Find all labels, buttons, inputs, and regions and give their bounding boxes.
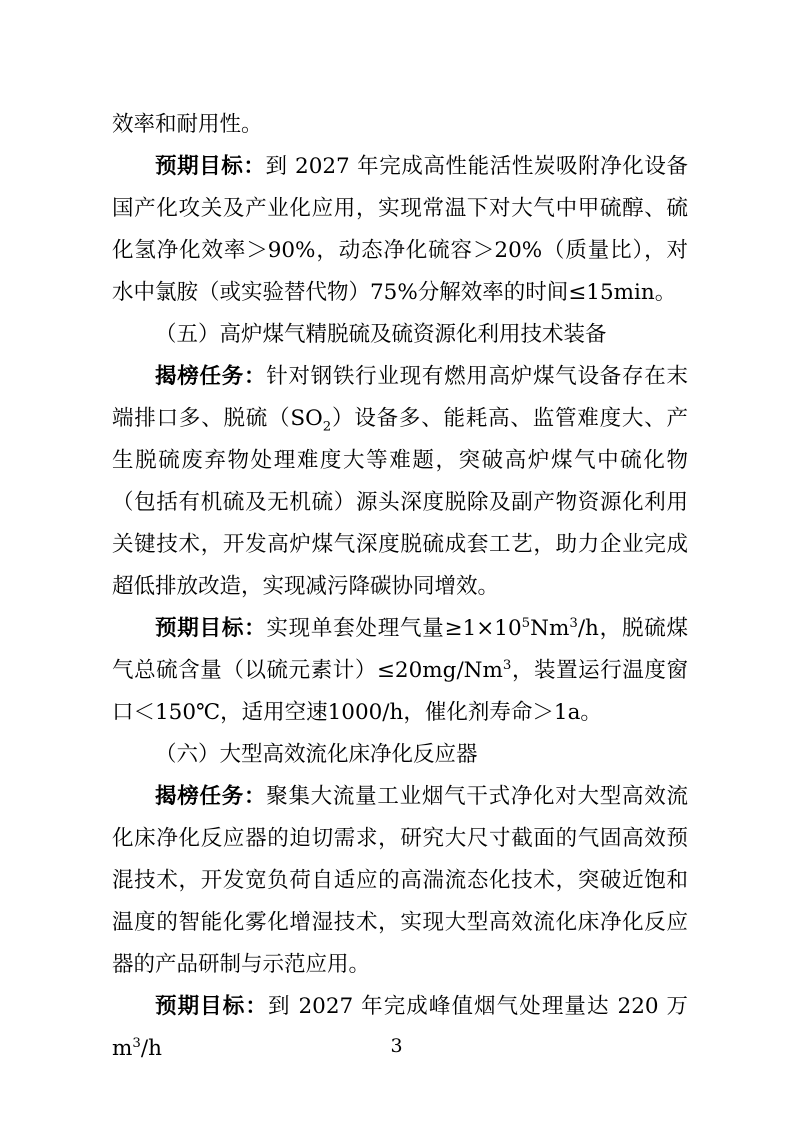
superscript-cubic-1: 3	[569, 615, 578, 631]
superscript-cubic-2: 3	[502, 657, 512, 673]
paragraph-task-six	[112, 776, 688, 986]
paragraph-text-expected-goal-1: 到 2027 年完成高性能活性炭吸附净化设备国产化攻关及产业化应用，实现常温下对大气中甲硫醇、硫化氢净化效率＞90%，动态净化硫容＞20%（质量比），对水中氯胺（或实验替代物）75%分解效率的时间≤15min。	[112, 154, 688, 305]
paragraph-text-task-five-a: 针对钢铁行业现有燃用高炉煤气设备存在末端排口多、脱硫（SO	[112, 364, 688, 431]
paragraph-text-goal2-2: Nm	[530, 616, 570, 641]
paragraph-lead-expected-goal-2: 预期目标：	[155, 616, 267, 641]
paragraph-text-goal2-4: ，装置运行温度窗口＜150℃，适用空速1000/h，催化剂寿命＞1a。	[112, 658, 688, 725]
paragraph-lead-task-six: 揭榜任务：	[155, 784, 267, 809]
paragraph-text-goal2-3: /h，脱硫煤气总硫含量（以硫元素计）≤20mg/Nm	[112, 616, 688, 683]
heading-section-five: （五）高炉煤气精脱硫及硫资源化利用技术装备	[155, 322, 607, 347]
paragraph-expected-goal-3	[112, 986, 688, 1070]
paragraph-text-task-six: 聚集大流量工业烟气干式净化对大型高效流化床净化反应器的迫切需求，研究大尺寸截面的气固高效预混技术，开发宽负荷自适应的高湍流态化技术，突破近饱和温度的智能化雾化增湿技术，实现大型高效流化床净化反应器的产品研制与示范应用。	[112, 784, 688, 977]
paragraph-efficiency-durability: 效率和耐用性。	[112, 112, 263, 137]
paragraph-lead-task-five: 揭榜任务：	[155, 364, 267, 389]
superscript-exponent-5: 5	[521, 615, 531, 631]
superscript-cubic-3: 3	[132, 1035, 141, 1051]
paragraph-lead-expected-goal-3: 预期目标：	[155, 994, 268, 1019]
paragraph-text-goal3-1: 到 2027 年完成峰值烟气处理量达 220 万 m	[112, 994, 688, 1061]
paragraph-task-five	[112, 356, 688, 608]
paragraph-lead-expected-goal-1: 预期目标：	[155, 154, 266, 179]
heading-section-six: （六）大型高效流化床净化反应器	[155, 742, 478, 767]
paragraph-text-goal2-1: 实现单套处理气量≥1×10	[266, 616, 522, 641]
paragraph-expected-goal-1	[112, 146, 688, 314]
document-body	[112, 104, 688, 1070]
page-number: 3	[390, 1035, 403, 1057]
subscript-so2: 2	[322, 419, 332, 435]
paragraph-text-goal3-2: /h	[140, 1036, 162, 1061]
paragraph-text-task-five-b: ）设备多、能耗高、监管难度大、产生脱硫废弃物处理难度大等难题，突破高炉煤气中硫化物（包括有机硫及无机硫）源头深度脱除及副产物资源化利用关键技术，开发高炉煤气深度脱硫成套工艺，助力企业完成超低排放改造，实现减污降碳协同增效。	[112, 406, 688, 599]
paragraph-expected-goal-2	[112, 608, 688, 734]
